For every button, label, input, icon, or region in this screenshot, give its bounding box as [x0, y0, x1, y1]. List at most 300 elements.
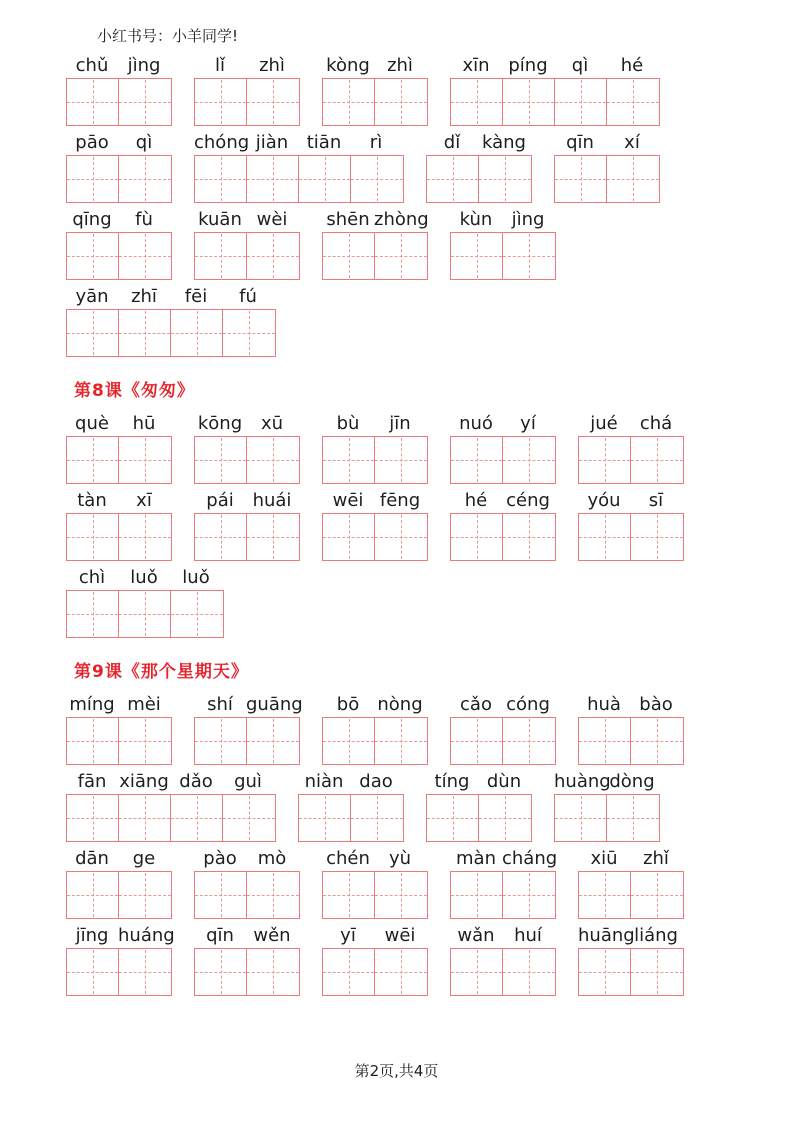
grid-cell	[555, 156, 607, 202]
pinyin-syllable: zhī	[131, 286, 157, 307]
word-group	[450, 53, 660, 126]
pinyin-syllable: chóng	[194, 132, 250, 153]
pinyin-syllable: xū	[260, 413, 284, 434]
grid-cell	[579, 514, 631, 560]
pinyin-syllable: nuó	[459, 413, 493, 434]
grid-cell	[555, 79, 607, 125]
writing-grid	[66, 436, 172, 484]
grid-cell	[451, 872, 503, 918]
pinyin-line	[578, 846, 684, 871]
pinyin-syllable: yù	[388, 848, 412, 869]
grid-cell	[351, 156, 403, 202]
pinyin-line	[66, 692, 172, 717]
pinyin-line	[578, 411, 684, 436]
grid-cell	[579, 718, 631, 764]
grid-cell	[375, 872, 427, 918]
writing-grid	[194, 948, 300, 996]
word-group	[322, 207, 428, 280]
grid-cell	[631, 514, 683, 560]
word-row	[66, 284, 793, 357]
pinyin-syllable: pái	[206, 490, 234, 511]
pinyin-line	[298, 769, 404, 794]
pinyin-syllable: liáng	[634, 925, 678, 946]
word-group	[194, 411, 300, 484]
pinyin-syllable: chǔ	[75, 55, 109, 76]
writing-grid	[322, 871, 428, 919]
grid-cell	[375, 718, 427, 764]
word-group	[554, 130, 660, 203]
pinyin-syllable: chén	[326, 848, 370, 869]
pinyin-line	[66, 846, 172, 871]
grid-cell	[503, 949, 555, 995]
grid-cell	[195, 872, 247, 918]
grid-cell	[119, 949, 171, 995]
word-group	[66, 846, 172, 919]
grid-cell	[67, 949, 119, 995]
word-group	[66, 488, 172, 561]
pinyin-syllable: míng	[69, 694, 115, 715]
pinyin-line	[66, 923, 175, 948]
grid-cell	[119, 795, 171, 841]
grid-cell	[119, 718, 171, 764]
pinyin-syllable: qì	[571, 55, 589, 76]
writing-grid	[66, 513, 172, 561]
pinyin-line	[194, 130, 404, 155]
grid-cell	[607, 79, 659, 125]
pinyin-line	[450, 207, 556, 232]
pinyin-syllable: bō	[336, 694, 360, 715]
word-group	[322, 488, 428, 561]
word-group	[66, 53, 172, 126]
grid-cell	[67, 79, 119, 125]
pinyin-syllable: fēi	[184, 286, 208, 307]
grid-cell	[503, 233, 555, 279]
word-group	[578, 923, 684, 996]
pinyin-syllable: dǐ	[443, 132, 461, 153]
pinyin-syllable: hū	[132, 413, 156, 434]
grid-cell	[119, 310, 171, 356]
pinyin-syllable: jīn	[389, 413, 411, 434]
pinyin-syllable: shí	[207, 694, 233, 715]
word-row	[66, 411, 793, 484]
pinyin-line	[66, 207, 172, 232]
grid-cell	[451, 949, 503, 995]
writing-grid	[66, 871, 172, 919]
pinyin-syllable: huáng	[118, 925, 175, 946]
word-group	[322, 411, 428, 484]
word-row	[66, 130, 793, 203]
grid-cell	[67, 795, 119, 841]
grid-cell	[503, 437, 555, 483]
header-note: 小红书号：小羊同学!	[97, 27, 239, 45]
writing-grid	[578, 717, 684, 765]
pinyin-line	[554, 769, 660, 794]
pinyin-line	[450, 923, 556, 948]
pinyin-line	[578, 488, 684, 513]
word-group	[554, 769, 660, 842]
writing-grid	[578, 948, 684, 996]
word-group	[450, 207, 556, 280]
pinyin-syllable: mèi	[127, 694, 161, 715]
grid-cell	[323, 514, 375, 560]
pinyin-line	[426, 769, 532, 794]
pinyin-syllable: dòng	[609, 771, 655, 792]
pinyin-line	[554, 130, 660, 155]
writing-grid	[450, 948, 556, 996]
grid-cell	[427, 156, 479, 202]
grid-cell	[195, 156, 247, 202]
pinyin-syllable: pào	[203, 848, 237, 869]
grid-cell	[375, 949, 427, 995]
pinyin-syllable: què	[75, 413, 109, 434]
word-group	[194, 53, 300, 126]
grid-cell	[67, 591, 119, 637]
writing-grid	[66, 232, 172, 280]
grid-cell	[171, 795, 223, 841]
grid-cell	[323, 718, 375, 764]
writing-grid	[578, 513, 684, 561]
pinyin-syllable: tàn	[77, 490, 107, 511]
word-group	[66, 130, 172, 203]
writing-grid	[578, 871, 684, 919]
pinyin-line	[450, 53, 660, 78]
pinyin-syllable: jiàn	[255, 132, 289, 153]
section-title: 第9课《那个星期天》	[74, 662, 249, 682]
pinyin-syllable: guì	[234, 771, 262, 792]
word-group	[66, 565, 224, 638]
pinyin-line	[66, 284, 276, 309]
pinyin-line	[194, 488, 300, 513]
writing-grid	[426, 155, 532, 203]
pinyin-syllable: céng	[506, 490, 550, 511]
pinyin-syllable: shēn	[326, 209, 370, 230]
writing-grid	[322, 78, 428, 126]
writing-grid	[194, 78, 300, 126]
grid-cell	[631, 437, 683, 483]
writing-grid	[194, 871, 300, 919]
writing-grid	[450, 232, 556, 280]
grid-cell	[323, 233, 375, 279]
pinyin-syllable: kùn	[459, 209, 493, 230]
pinyin-syllable: lǐ	[214, 55, 225, 76]
word-row	[66, 846, 793, 919]
pinyin-syllable: jīng	[75, 925, 109, 946]
pinyin-syllable: nòng	[377, 694, 423, 715]
pinyin-syllable: hé	[620, 55, 644, 76]
grid-cell	[195, 79, 247, 125]
pinyin-syllable: zhǐ	[643, 848, 669, 869]
word-group	[578, 692, 684, 765]
grid-cell	[119, 156, 171, 202]
pinyin-syllable: kōng	[197, 413, 243, 434]
pinyin-line	[194, 53, 300, 78]
pinyin-syllable: chì	[78, 567, 106, 588]
word-row	[66, 565, 793, 638]
pinyin-line	[322, 846, 428, 871]
pinyin-syllable: huà	[587, 694, 621, 715]
pinyin-syllable: qì	[135, 132, 153, 153]
grid-cell	[323, 949, 375, 995]
pinyin-syllable: niàn	[304, 771, 344, 792]
writing-grid	[450, 871, 556, 919]
pinyin-syllable: zhì	[387, 55, 413, 76]
pinyin-syllable: guāng	[246, 694, 303, 715]
pinyin-syllable: zhì	[259, 55, 285, 76]
pinyin-syllable: bào	[639, 694, 673, 715]
word-group	[322, 53, 428, 126]
writing-grid	[450, 513, 556, 561]
pinyin-line	[322, 411, 428, 436]
grid-cell	[119, 233, 171, 279]
grid-cell	[607, 795, 659, 841]
pinyin-syllable: kòng	[326, 55, 370, 76]
pinyin-line	[66, 565, 224, 590]
grid-cell	[323, 437, 375, 483]
grid-cell	[67, 310, 119, 356]
grid-cell	[375, 437, 427, 483]
page-number: 第2页,共4页	[354, 1062, 439, 1080]
pinyin-syllable: wēi	[332, 490, 364, 511]
writing-grid	[322, 948, 428, 996]
grid-cell	[119, 591, 171, 637]
pinyin-syllable: dao	[359, 771, 393, 792]
grid-cell	[451, 718, 503, 764]
grid-cell	[375, 79, 427, 125]
grid-cell	[195, 514, 247, 560]
word-group	[450, 488, 556, 561]
grid-cell	[223, 795, 275, 841]
pinyin-syllable: jìng	[511, 209, 545, 230]
writing-grid	[66, 794, 276, 842]
pinyin-line	[450, 488, 556, 513]
grid-cell	[67, 514, 119, 560]
pinyin-line	[194, 411, 300, 436]
pinyin-line	[578, 692, 684, 717]
grid-cell	[195, 233, 247, 279]
pinyin-line	[426, 130, 532, 155]
word-group	[66, 692, 172, 765]
grid-cell	[631, 718, 683, 764]
pinyin-syllable: cháng	[502, 848, 558, 869]
pinyin-syllable: bù	[336, 413, 360, 434]
pinyin-line	[322, 923, 428, 948]
writing-grid	[578, 436, 684, 484]
grid-cell	[171, 310, 223, 356]
pinyin-line	[322, 53, 428, 78]
writing-grid	[66, 155, 172, 203]
pinyin-syllable: pāo	[75, 132, 109, 153]
pinyin-line	[194, 846, 300, 871]
pinyin-line	[66, 53, 172, 78]
pinyin-syllable: qīn	[206, 925, 234, 946]
word-group	[194, 130, 404, 203]
grid-cell	[67, 718, 119, 764]
pinyin-syllable: luǒ	[182, 567, 210, 588]
grid-cell	[67, 437, 119, 483]
grid-cell	[503, 514, 555, 560]
word-group	[66, 769, 276, 842]
pinyin-syllable: dān	[75, 848, 109, 869]
grid-cell	[247, 437, 299, 483]
pinyin-syllable: xīn	[462, 55, 490, 76]
pinyin-syllable: xiāng	[119, 771, 169, 792]
grid-cell	[299, 795, 351, 841]
pinyin-syllable: yóu	[587, 490, 621, 511]
writing-grid	[322, 232, 428, 280]
writing-grid	[322, 717, 428, 765]
writing-grid	[298, 794, 404, 842]
pinyin-syllable: dùn	[486, 771, 522, 792]
grid-cell	[427, 795, 479, 841]
grid-cell	[451, 233, 503, 279]
writing-grid	[426, 794, 532, 842]
pinyin-syllable: tíng	[434, 771, 470, 792]
writing-grid	[322, 436, 428, 484]
grid-cell	[247, 718, 299, 764]
grid-cell	[555, 795, 607, 841]
writing-grid	[554, 155, 660, 203]
pinyin-syllable: dǎo	[179, 771, 213, 792]
word-group	[450, 411, 556, 484]
pinyin-syllable: qīn	[566, 132, 594, 153]
pinyin-syllable: jué	[590, 413, 618, 434]
grid-cell	[247, 233, 299, 279]
pinyin-line	[450, 692, 556, 717]
section-title: 第8课《匆匆》	[74, 381, 195, 401]
pinyin-line	[450, 411, 556, 436]
grid-cell	[119, 872, 171, 918]
pinyin-line	[322, 488, 428, 513]
word-group	[194, 488, 300, 561]
pinyin-syllable: yī	[340, 925, 356, 946]
writing-grid	[322, 513, 428, 561]
word-group	[578, 411, 684, 484]
word-row	[66, 53, 793, 126]
word-group	[298, 769, 404, 842]
pinyin-syllable: kàng	[482, 132, 526, 153]
writing-grid	[66, 717, 172, 765]
grid-cell	[247, 872, 299, 918]
pinyin-line	[66, 411, 172, 436]
pinyin-line	[66, 130, 172, 155]
grid-cell	[631, 949, 683, 995]
pinyin-line	[66, 488, 172, 513]
word-group	[194, 846, 300, 919]
pinyin-syllable: fù	[135, 209, 153, 230]
pinyin-syllable: rì	[369, 132, 383, 153]
writing-grid	[66, 78, 172, 126]
pinyin-line	[194, 207, 300, 232]
grid-cell	[503, 872, 555, 918]
word-row	[66, 207, 793, 280]
grid-cell	[299, 156, 351, 202]
word-group	[450, 692, 556, 765]
pinyin-syllable: qīng	[72, 209, 112, 230]
writing-grid	[194, 717, 300, 765]
pinyin-line	[194, 692, 303, 717]
word-group	[322, 923, 428, 996]
grid-cell	[247, 949, 299, 995]
worksheet-sections	[66, 53, 793, 996]
grid-cell	[503, 718, 555, 764]
grid-cell	[351, 795, 403, 841]
writing-grid	[66, 590, 224, 638]
grid-cell	[375, 233, 427, 279]
pinyin-syllable: huàng	[554, 771, 611, 792]
pinyin-syllable: wēi	[384, 925, 416, 946]
pinyin-syllable: jìng	[127, 55, 161, 76]
grid-cell	[195, 949, 247, 995]
writing-grid	[194, 436, 300, 484]
writing-grid	[194, 155, 404, 203]
pinyin-syllable: kuān	[198, 209, 242, 230]
grid-cell	[375, 514, 427, 560]
grid-cell	[67, 872, 119, 918]
pinyin-line	[322, 207, 428, 232]
grid-cell	[247, 514, 299, 560]
word-row	[66, 923, 793, 996]
word-row	[66, 488, 793, 561]
pinyin-syllable: fú	[239, 286, 257, 307]
pinyin-syllable: mò	[257, 848, 287, 869]
pinyin-syllable: luǒ	[130, 567, 158, 588]
pinyin-syllable: huāng	[578, 925, 635, 946]
writing-grid	[450, 436, 556, 484]
pinyin-line	[578, 923, 684, 948]
grid-cell	[119, 514, 171, 560]
grid-cell	[67, 156, 119, 202]
grid-cell	[247, 156, 299, 202]
grid-cell	[479, 795, 531, 841]
grid-cell	[479, 156, 531, 202]
pinyin-syllable: cóng	[506, 694, 550, 715]
word-group	[322, 846, 428, 919]
pinyin-syllable: huái	[252, 490, 292, 511]
grid-cell	[67, 233, 119, 279]
writing-grid	[450, 78, 660, 126]
grid-cell	[171, 591, 223, 637]
writing-grid	[66, 948, 172, 996]
pinyin-syllable: fān	[77, 771, 107, 792]
grid-cell	[195, 437, 247, 483]
word-group	[66, 411, 172, 484]
pinyin-syllable: xí	[624, 132, 640, 153]
word-group	[194, 207, 300, 280]
grid-cell	[247, 79, 299, 125]
writing-grid	[450, 717, 556, 765]
pinyin-line	[194, 923, 300, 948]
grid-cell	[607, 156, 659, 202]
pinyin-syllable: huí	[514, 925, 542, 946]
grid-cell	[451, 437, 503, 483]
grid-cell	[223, 310, 275, 356]
pinyin-line	[322, 692, 428, 717]
pinyin-syllable: hé	[464, 490, 488, 511]
grid-cell	[579, 949, 631, 995]
grid-cell	[451, 514, 503, 560]
grid-cell	[119, 437, 171, 483]
grid-cell	[631, 872, 683, 918]
grid-cell	[579, 872, 631, 918]
writing-grid	[66, 309, 276, 357]
word-group	[66, 284, 276, 357]
word-group	[66, 207, 172, 280]
word-group	[194, 923, 300, 996]
pinyin-syllable: yí	[520, 413, 536, 434]
grid-cell	[195, 718, 247, 764]
pinyin-syllable: sī	[648, 490, 664, 511]
pinyin-syllable: tiān	[306, 132, 342, 153]
